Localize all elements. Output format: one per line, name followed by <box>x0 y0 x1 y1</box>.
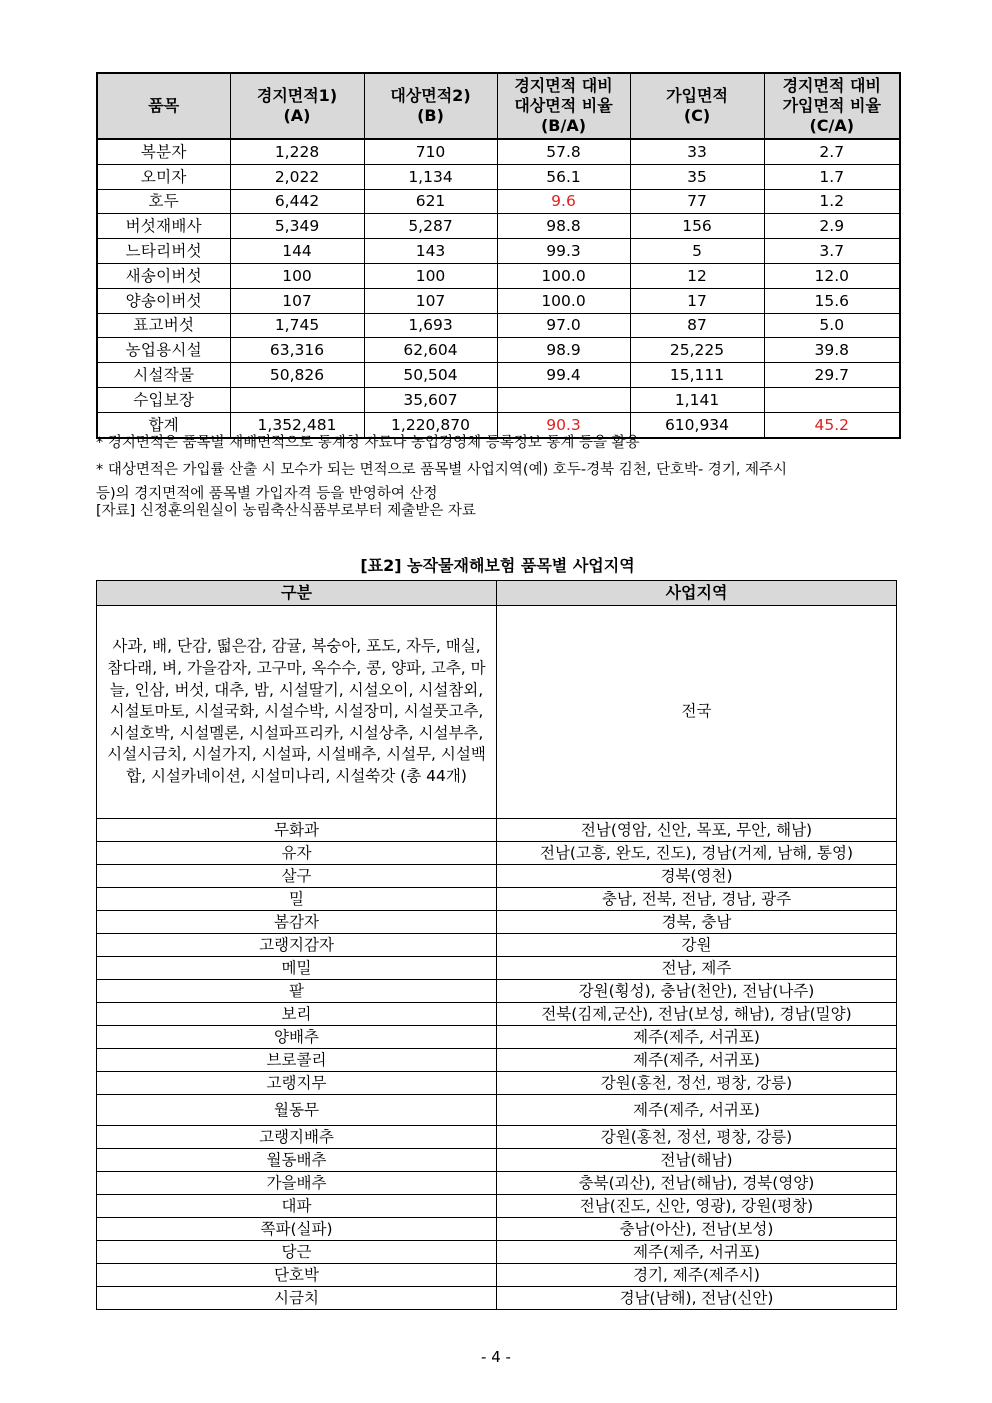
category-cell: 고랭지감자 <box>97 934 497 957</box>
value-cell: 610,934 <box>630 412 764 437</box>
value-cell: 3.7 <box>764 239 900 264</box>
value-cell: 39.8 <box>764 338 900 363</box>
value-cell: 1.7 <box>764 164 900 189</box>
category-cell: 고랭지배추 <box>97 1126 497 1149</box>
value-cell: 87 <box>630 313 764 338</box>
region-cell: 전남(해남) <box>497 1149 897 1172</box>
value-cell: 45.2 <box>764 412 900 437</box>
value-cell: 35 <box>630 164 764 189</box>
region-cell: 전북(김제,군산), 전남(보성, 해남), 경남(밀양) <box>497 1003 897 1026</box>
region-cell: 경기, 제주(제주시) <box>497 1264 897 1287</box>
category-cell: 월동무 <box>97 1095 497 1126</box>
region-cell: 충남, 전북, 전남, 경남, 광주 <box>497 888 897 911</box>
table-row <box>97 911 897 934</box>
value-cell <box>230 387 364 412</box>
table-row <box>97 263 900 288</box>
region-cell: 전국 <box>497 606 897 819</box>
value-cell: 621 <box>364 189 497 214</box>
region-cell: 충남(아산), 전남(보성) <box>497 1218 897 1241</box>
table-row <box>97 1095 897 1126</box>
page-number: - 4 - <box>481 1348 511 1366</box>
table-row <box>97 338 900 363</box>
value-cell: 1,693 <box>364 313 497 338</box>
value-cell: 100 <box>364 263 497 288</box>
region-cell: 전남, 제주 <box>497 957 897 980</box>
note-target-area-cont: 등)의 경지면적에 품목별 가입자격 등을 반영하여 산정 <box>96 486 438 502</box>
table-header-row <box>97 581 897 606</box>
table-row <box>97 214 900 239</box>
region-cell: 전남(진도, 신안, 영광), 강원(평창) <box>497 1195 897 1218</box>
value-cell: 62,604 <box>364 338 497 363</box>
value-cell: 56.1 <box>497 164 630 189</box>
item-name-cell: 합계 <box>97 412 230 437</box>
value-cell: 35,607 <box>364 387 497 412</box>
header-region: 사업지역 <box>497 581 897 606</box>
table-row <box>97 606 897 819</box>
region-cell: 경남(남해), 전남(신안) <box>497 1287 897 1310</box>
table-row <box>97 164 900 189</box>
region-cell: 제주(제주, 서귀포) <box>497 1026 897 1049</box>
region-cell: 제주(제주, 서귀포) <box>497 1095 897 1126</box>
category-cell: 봄감자 <box>97 911 497 934</box>
category-cell: 시금치 <box>97 1287 497 1310</box>
value-cell: 156 <box>630 214 764 239</box>
value-cell: 2,022 <box>230 164 364 189</box>
note-target-area: * 대상면적은 가입률 산출 시 모수가 되는 면적으로 품목별 사업지역(예) 호두-경북 김천, 단호박- 경기, 제주시 <box>96 462 788 478</box>
value-cell: 1,141 <box>630 387 764 412</box>
value-cell: 144 <box>230 239 364 264</box>
header-target-ratio: 경지면적 대비 대상면적 비율 (B/A) <box>497 73 630 139</box>
category-cell: 사과, 배, 단감, 떫은감, 감귤, 복숭아, 포도, 자두, 매실, 참다래, 벼, 가을감자, 고구마, 옥수수, 콩, 양파, 고추, 마늘, 인삼, 버섯, 대추, 밤, 시설딸기, 시설오이, 시설참외, 시설토마토, 시설국화, 시설수박, 시설장미, 시설풋고추, 시설호박, 시설멜론, 시설파프리카, 시설상추, 시설부추, 시설시금치, 시설가지, 시설파, 시설배추, 시설무, 시설백합, 시설카네이션, 시설미나리, 시설쑥갓 (총 44개) <box>97 606 497 819</box>
value-cell: 63,316 <box>230 338 364 363</box>
value-cell: 5 <box>630 239 764 264</box>
table-row <box>97 842 897 865</box>
value-cell: 107 <box>230 288 364 313</box>
category-cell: 보리 <box>97 1003 497 1026</box>
region-cell: 강원 <box>497 934 897 957</box>
category-cell: 쪽파(실파) <box>97 1218 497 1241</box>
value-cell: 100.0 <box>497 263 630 288</box>
value-cell: 77 <box>630 189 764 214</box>
note-farmland-area: * 경지면적은 품목별 재배면적으로 통계청 자료나 농업경영체 등록정보 통계 등을 활용 <box>96 435 640 451</box>
category-cell: 가을배추 <box>97 1172 497 1195</box>
value-cell: 50,826 <box>230 363 364 388</box>
value-cell <box>497 387 630 412</box>
table2-caption: [표2] 농작물재해보험 품목별 사업지역 <box>360 556 635 575</box>
category-cell: 대파 <box>97 1195 497 1218</box>
table-row <box>97 1287 897 1310</box>
table-row <box>97 980 897 1003</box>
region-cell: 강원(홍천, 정선, 평창, 강릉) <box>497 1072 897 1095</box>
table-row <box>97 1026 897 1049</box>
category-cell: 양배추 <box>97 1026 497 1049</box>
item-name-cell: 시설작물 <box>97 363 230 388</box>
value-cell: 33 <box>630 139 764 164</box>
item-name-cell: 표고버섯 <box>97 313 230 338</box>
value-cell: 97.0 <box>497 313 630 338</box>
table-row <box>97 1149 897 1172</box>
region-cell: 전남(영암, 신안, 목포, 무안, 해남) <box>497 819 897 842</box>
value-cell: 90.3 <box>497 412 630 437</box>
value-cell <box>764 387 900 412</box>
table-header-row <box>97 73 900 139</box>
table-row <box>97 1218 897 1241</box>
value-cell: 143 <box>364 239 497 264</box>
value-cell: 6,442 <box>230 189 364 214</box>
header-enrolled-ratio: 경지면적 대비 가입면적 비율 (C/A) <box>764 73 900 139</box>
business-region-table <box>96 580 897 1310</box>
header-category: 구분 <box>97 581 497 606</box>
region-cell: 충북(괴산), 전남(해남), 경북(영양) <box>497 1172 897 1195</box>
table-row <box>97 1126 897 1149</box>
value-cell: 99.4 <box>497 363 630 388</box>
table-row <box>97 288 900 313</box>
value-cell: 17 <box>630 288 764 313</box>
header-enrolled-area: 가입면적 (C) <box>630 73 764 139</box>
item-name-cell: 느타리버섯 <box>97 239 230 264</box>
value-cell: 50,504 <box>364 363 497 388</box>
table-row <box>97 1049 897 1072</box>
table-row <box>97 957 897 980</box>
table-row <box>97 139 900 164</box>
value-cell: 98.8 <box>497 214 630 239</box>
category-cell: 브로콜리 <box>97 1049 497 1072</box>
table-row <box>97 1195 897 1218</box>
value-cell: 57.8 <box>497 139 630 164</box>
value-cell: 25,225 <box>630 338 764 363</box>
category-cell: 당근 <box>97 1241 497 1264</box>
value-cell: 1,220,870 <box>364 412 497 437</box>
table-row <box>97 934 897 957</box>
region-cell: 강원(홍천, 정선, 평창, 강릉) <box>497 1126 897 1149</box>
item-name-cell: 농업용시설 <box>97 338 230 363</box>
area-ratio-table <box>96 72 901 439</box>
table-row <box>97 888 897 911</box>
item-name-cell: 복분자 <box>97 139 230 164</box>
source-note: [자료] 신정훈의원실이 농림축산식품부로부터 제출받은 자료 <box>96 503 476 519</box>
value-cell: 1,745 <box>230 313 364 338</box>
table-row <box>97 387 900 412</box>
value-cell: 12.0 <box>764 263 900 288</box>
table-row <box>97 865 897 888</box>
value-cell: 15.6 <box>764 288 900 313</box>
item-name-cell: 수입보장 <box>97 387 230 412</box>
value-cell: 9.6 <box>497 189 630 214</box>
category-cell: 밀 <box>97 888 497 911</box>
header-farmland-area: 경지면적1) (A) <box>230 73 364 139</box>
value-cell: 710 <box>364 139 497 164</box>
value-cell: 2.7 <box>764 139 900 164</box>
value-cell: 1,134 <box>364 164 497 189</box>
value-cell: 1.2 <box>764 189 900 214</box>
table-row <box>97 1003 897 1026</box>
value-cell: 15,111 <box>630 363 764 388</box>
value-cell: 5,287 <box>364 214 497 239</box>
table-row <box>97 819 897 842</box>
table-row <box>97 239 900 264</box>
category-cell: 팥 <box>97 980 497 1003</box>
region-cell: 제주(제주, 서귀포) <box>497 1241 897 1264</box>
region-cell: 전남(고흥, 완도, 진도), 경남(거제, 남해, 통영) <box>497 842 897 865</box>
item-name-cell: 호두 <box>97 189 230 214</box>
value-cell: 1,228 <box>230 139 364 164</box>
item-name-cell: 버섯재배사 <box>97 214 230 239</box>
value-cell: 107 <box>364 288 497 313</box>
region-cell: 경북, 충남 <box>497 911 897 934</box>
item-name-cell: 오미자 <box>97 164 230 189</box>
header-item: 품목 <box>97 73 230 139</box>
category-cell: 고랭지무 <box>97 1072 497 1095</box>
table-row <box>97 1072 897 1095</box>
table-row <box>97 313 900 338</box>
region-cell: 경북(영천) <box>497 865 897 888</box>
category-cell: 단호박 <box>97 1264 497 1287</box>
category-cell: 월동배추 <box>97 1149 497 1172</box>
value-cell: 5.0 <box>764 313 900 338</box>
table-row <box>97 363 900 388</box>
item-name-cell: 새송이버섯 <box>97 263 230 288</box>
table-row <box>97 1264 897 1287</box>
value-cell: 100 <box>230 263 364 288</box>
region-cell: 제주(제주, 서귀포) <box>497 1049 897 1072</box>
header-target-area: 대상면적2) (B) <box>364 73 497 139</box>
value-cell: 1,352,481 <box>230 412 364 437</box>
value-cell: 5,349 <box>230 214 364 239</box>
category-cell: 무화과 <box>97 819 497 842</box>
item-name-cell: 양송이버섯 <box>97 288 230 313</box>
value-cell: 29.7 <box>764 363 900 388</box>
category-cell: 살구 <box>97 865 497 888</box>
category-cell: 유자 <box>97 842 497 865</box>
category-cell: 메밀 <box>97 957 497 980</box>
value-cell: 98.9 <box>497 338 630 363</box>
value-cell: 2.9 <box>764 214 900 239</box>
region-cell: 강원(횡성), 충남(천안), 전남(나주) <box>497 980 897 1003</box>
value-cell: 12 <box>630 263 764 288</box>
table-row <box>97 1241 897 1264</box>
value-cell: 99.3 <box>497 239 630 264</box>
table-row <box>97 189 900 214</box>
value-cell: 100.0 <box>497 288 630 313</box>
table-row <box>97 1172 897 1195</box>
